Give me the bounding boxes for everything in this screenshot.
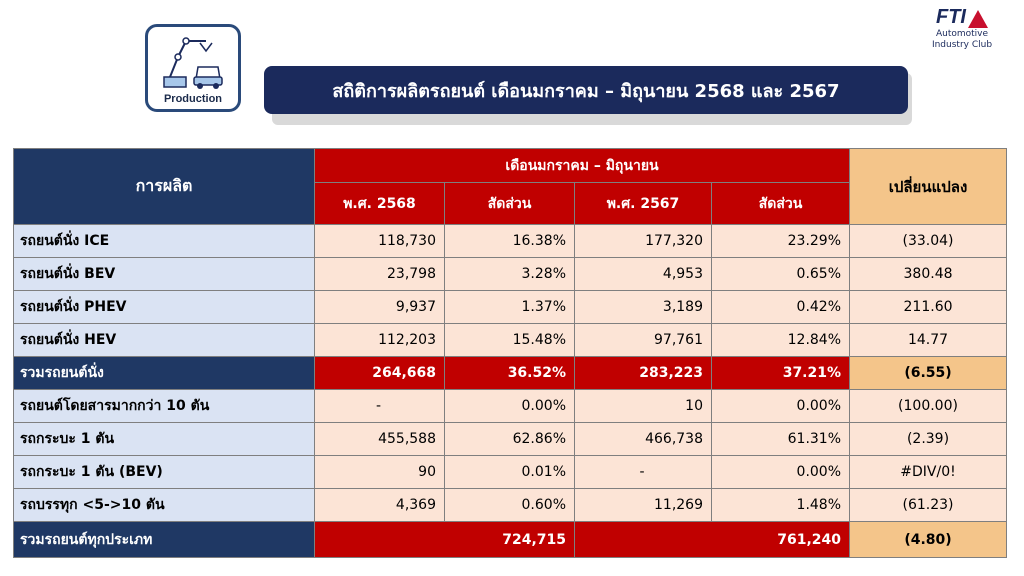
cell-share-2568: 62.86% — [445, 423, 575, 456]
grand-total-change: (4.80) — [850, 522, 1007, 558]
fti-logo — [914, 6, 1010, 51]
cell-share-2567: 0.42% — [712, 291, 850, 324]
row-label: รถยนต์นั่ง ICE — [14, 225, 315, 258]
cell-change: 211.60 — [850, 291, 1007, 324]
table-row — [14, 456, 1007, 489]
cell-share-2568: 1.37% — [445, 291, 575, 324]
row-label: รถบรรทุก <5->10 ตัน — [14, 489, 315, 522]
header-share-2567: สัดส่วน — [712, 183, 850, 225]
cell-share-2567: 37.21% — [712, 357, 850, 390]
table-row — [14, 324, 1007, 357]
table-row — [14, 489, 1007, 522]
header-period: เดือนมกราคม – มิถุนายน — [315, 149, 850, 183]
header-year-2567: พ.ศ. 2567 — [575, 183, 712, 225]
table-row — [14, 291, 1007, 324]
cell-change: #DIV/0! — [850, 456, 1007, 489]
fti-subtitle-1: Automotive — [935, 29, 989, 39]
cell-share-2567: 1.48% — [712, 489, 850, 522]
header-year-2568: พ.ศ. 2568 — [315, 183, 445, 225]
cell-share-2568: 15.48% — [445, 324, 575, 357]
row-label: รถยนต์นั่ง BEV — [14, 258, 315, 291]
cell-2567: - — [575, 456, 712, 489]
row-label: รถกระบะ 1 ตัน (BEV) — [14, 456, 315, 489]
row-label: รถยนต์นั่ง PHEV — [14, 291, 315, 324]
cell-share-2568: 3.28% — [445, 258, 575, 291]
cell-share-2567: 12.84% — [712, 324, 850, 357]
production-label: Production — [163, 93, 223, 105]
table-row — [14, 390, 1007, 423]
row-label: รวมรถยนต์นั่ง — [14, 357, 315, 390]
cell-2567: 283,223 — [575, 357, 712, 390]
fti-brand-mark: FTI — [936, 6, 966, 28]
cell-2568: 9,937 — [315, 291, 445, 324]
cell-change: 380.48 — [850, 258, 1007, 291]
cell-2568: - — [315, 390, 445, 423]
cell-change: (2.39) — [850, 423, 1007, 456]
cell-change: (6.55) — [850, 357, 1007, 390]
header-share-2568: สัดส่วน — [445, 183, 575, 225]
row-label: รถยนต์นั่ง HEV — [14, 324, 315, 357]
cell-2567: 97,761 — [575, 324, 712, 357]
table-row — [14, 423, 1007, 456]
row-label: รถยนต์โดยสารมากกว่า 10 ตัน — [14, 390, 315, 423]
table-row — [14, 225, 1007, 258]
cell-share-2568: 36.52% — [445, 357, 575, 390]
cell-2568: 264,668 — [315, 357, 445, 390]
cell-2567: 177,320 — [575, 225, 712, 258]
cell-share-2567: 61.31% — [712, 423, 850, 456]
triangle-icon — [968, 10, 988, 28]
cell-2568: 118,730 — [315, 225, 445, 258]
robot-arm-car-icon — [160, 33, 226, 91]
cell-share-2567: 23.29% — [712, 225, 850, 258]
header-change: เปลี่ยนแปลง — [850, 149, 1007, 225]
cell-share-2567: 0.65% — [712, 258, 850, 291]
cell-share-2567: 0.00% — [712, 390, 850, 423]
header-production: การผลิต — [14, 149, 315, 225]
passenger-total-row — [14, 357, 1007, 390]
production-table — [13, 148, 1007, 558]
grand-total-2567: 761,240 — [575, 522, 850, 558]
cell-2567: 10 — [575, 390, 712, 423]
cell-2567: 11,269 — [575, 489, 712, 522]
cell-change: (61.23) — [850, 489, 1007, 522]
cell-2567: 4,953 — [575, 258, 712, 291]
cell-2568: 4,369 — [315, 489, 445, 522]
cell-change: (100.00) — [850, 390, 1007, 423]
page-title: สถิติการผลิตรถยนต์ เดือนมกราคม – มิถุนายน 2568 และ 2567 — [264, 66, 908, 114]
cell-share-2567: 0.00% — [712, 456, 850, 489]
cell-2568: 90 — [315, 456, 445, 489]
cell-share-2568: 0.01% — [445, 456, 575, 489]
grand-total-2568: 724,715 — [315, 522, 575, 558]
table-row — [14, 258, 1007, 291]
cell-2567: 3,189 — [575, 291, 712, 324]
grand-total-label: รวมรถยนต์ทุกประเภท — [14, 522, 315, 558]
cell-share-2568: 0.60% — [445, 489, 575, 522]
cell-change: 14.77 — [850, 324, 1007, 357]
production-logo — [145, 24, 241, 112]
cell-change: (33.04) — [850, 225, 1007, 258]
cell-2568: 112,203 — [315, 324, 445, 357]
row-label: รถกระบะ 1 ตัน — [14, 423, 315, 456]
cell-share-2568: 16.38% — [445, 225, 575, 258]
grand-total-row — [14, 522, 1007, 558]
cell-share-2568: 0.00% — [445, 390, 575, 423]
cell-2567: 466,738 — [575, 423, 712, 456]
fti-subtitle-2: Industry Club — [931, 40, 993, 50]
cell-2568: 455,588 — [315, 423, 445, 456]
cell-2568: 23,798 — [315, 258, 445, 291]
